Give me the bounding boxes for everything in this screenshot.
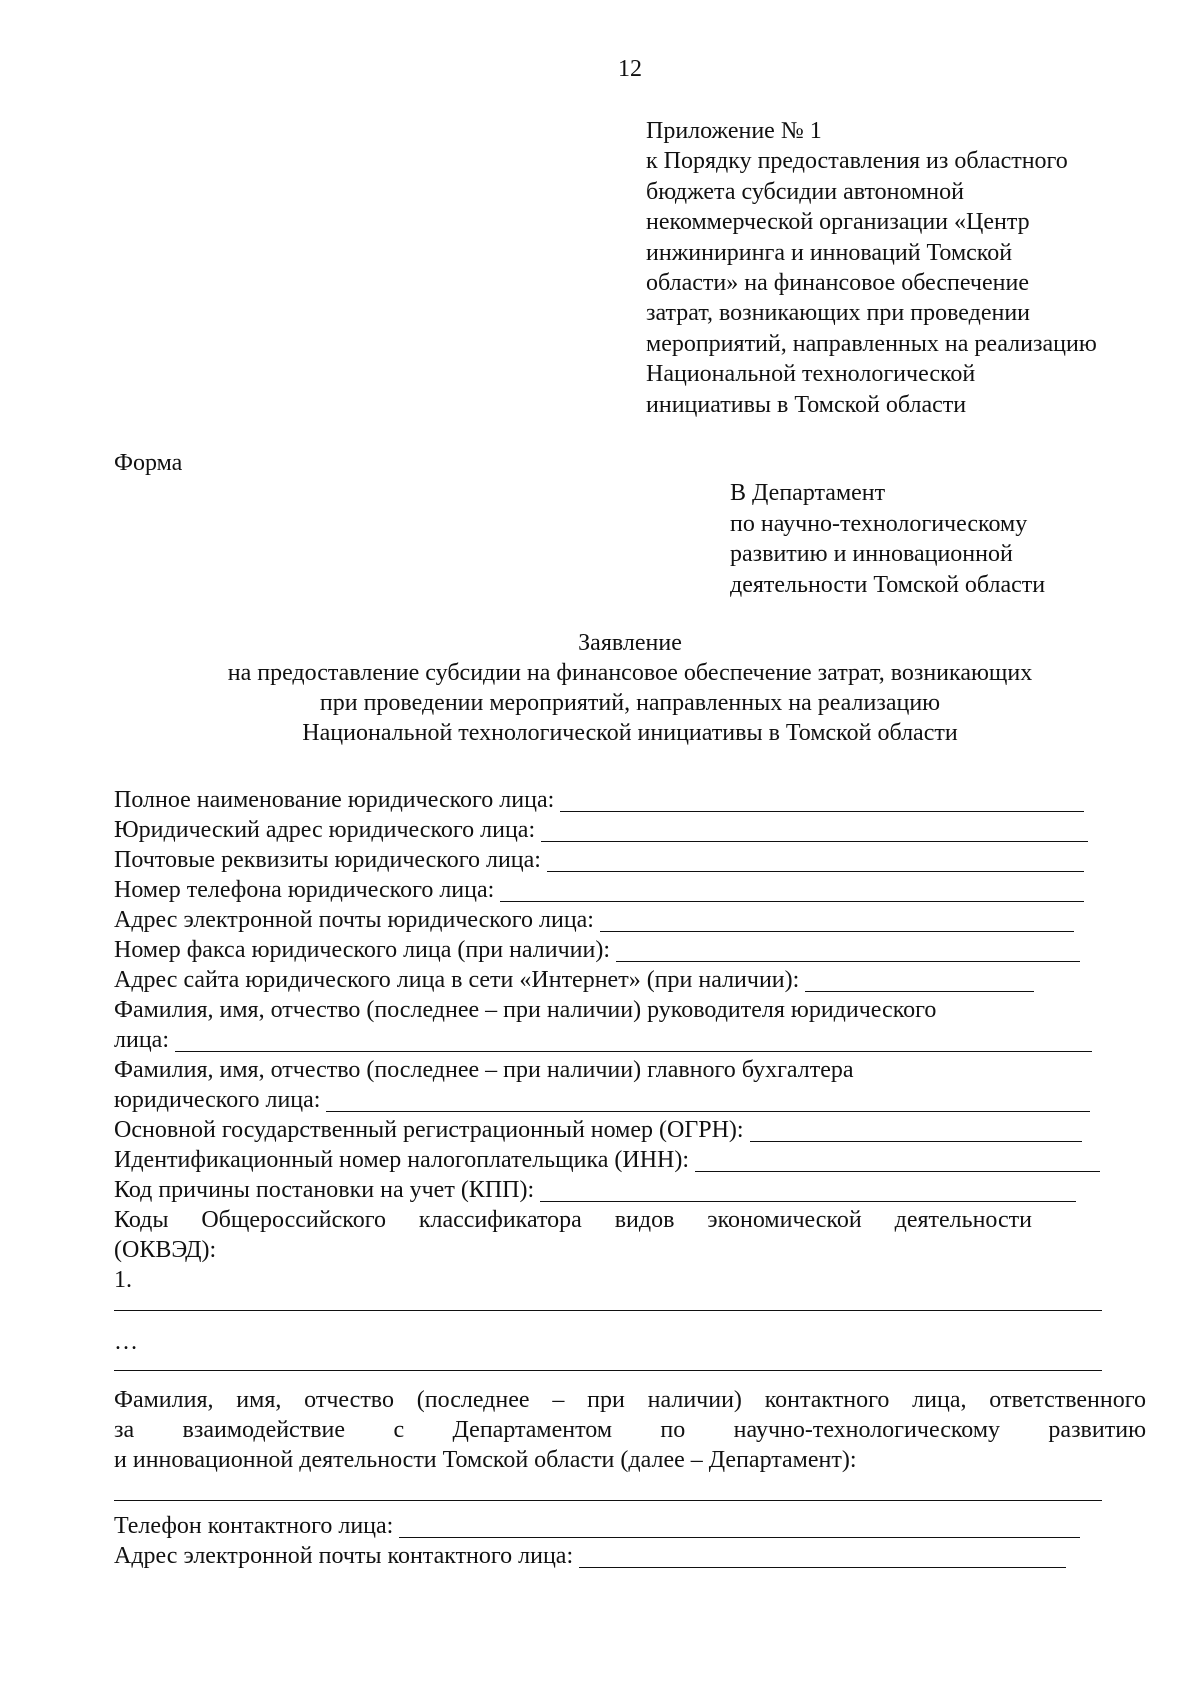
postal-details-input-line[interactable] (547, 849, 1084, 872)
title-line: на предоставление субсидии на финансовое обеспечение затрат, возникающих (227, 660, 1033, 686)
okved-more: … (114, 1329, 138, 1355)
contact-email-input-line[interactable] (579, 1545, 1066, 1568)
title-line: Национальной технологической инициативы в Томской области (302, 720, 958, 746)
appendix-line: затрат, возникающих при проведении (646, 300, 1030, 327)
contact-word: взаимодействие (182, 1417, 346, 1443)
title-line: при проведении мероприятий, направленных на реализацию (319, 690, 941, 716)
website-label: Адрес сайта юридического лица в сети «Интернет» (при наличии): (114, 967, 800, 993)
title-heading: Заявление (578, 630, 682, 656)
contact-phone-input-line[interactable] (399, 1515, 1080, 1538)
okved-label: Коды Общероссийского классификатора видов экономической деятельности (114, 1207, 1032, 1233)
addressee-line: деятельности Томской области (730, 571, 1046, 598)
full-name-label: Полное наименование юридического лица: (114, 787, 555, 813)
postal-details-label: Почтовые реквизиты юридического лица: (114, 847, 541, 873)
contact-name-input-line[interactable] (114, 1500, 1102, 1501)
appendix-line: инициативы в Томской области (646, 391, 967, 418)
okved-more-input-line[interactable] (114, 1370, 1102, 1371)
contact-phone-label: Телефон контактного лица: (114, 1513, 394, 1539)
full-name-field (114, 786, 1084, 814)
accountant-label-cont: юридического лица: (114, 1087, 321, 1113)
head-name-label-cont: лица: (114, 1027, 169, 1053)
document-title (0, 628, 1200, 748)
contact-email-label: Адрес электронной почты контактного лица: (114, 1543, 574, 1569)
contact-word: с (393, 1417, 405, 1443)
phone-field (114, 876, 1084, 904)
addressee-line: В Департамент (730, 480, 886, 506)
ogrn-field (114, 1116, 1082, 1144)
accountant-label: Фамилия, имя, отчество (последнее – при наличии) главного бухгалтера (114, 1057, 854, 1083)
appendix-line: инжиниринга и инноваций Томской (646, 239, 1013, 266)
addressee-line: по научно-технологическому (730, 510, 1028, 537)
inn-field (114, 1146, 1100, 1174)
appendix-block (646, 116, 1097, 420)
postal-details-field (114, 846, 1084, 874)
appendix-line: бюджета субсидии автономной (646, 178, 964, 205)
fax-input-line[interactable] (616, 939, 1080, 962)
phone-input-line[interactable] (500, 879, 1084, 902)
appendix-line: Приложение № 1 (646, 118, 822, 144)
email-input-line[interactable] (600, 909, 1074, 932)
okved-item-input-line[interactable] (114, 1310, 1102, 1311)
addressee-block (730, 478, 1045, 600)
legal-address-label: Юридический адрес юридического лица: (114, 817, 536, 843)
phone-label: Номер телефона юридического лица: (114, 877, 495, 903)
appendix-line: к Порядку предоставления из областного (646, 148, 1068, 175)
kpp-label: Код причины постановки на учет (КПП): (114, 1177, 535, 1203)
contact-word: Департаментом (452, 1417, 613, 1443)
appendix-line: некоммерческой организации «Центр (646, 209, 1030, 236)
email-label: Адрес электронной почты юридического лица: (114, 907, 594, 933)
inn-input-line[interactable] (695, 1149, 1100, 1172)
contact-word: за (114, 1417, 135, 1443)
contact-phone-field (114, 1512, 1080, 1540)
okved-item-number: 1. (114, 1267, 132, 1293)
email-field (114, 906, 1074, 934)
accountant-input-line[interactable] (326, 1089, 1090, 1112)
contact-word: научно-технологическому (733, 1417, 1001, 1443)
head-name-label: Фамилия, имя, отчество (последнее – при наличии) руководителя юридического (114, 997, 937, 1023)
head-name-field (114, 1026, 1092, 1054)
contact-label-line1: Фамилия, имя, отчество (последнее – при наличии) контактного лица, ответственного (114, 1387, 1146, 1413)
fax-label: Номер факса юридического лица (при наличии): (114, 937, 611, 963)
inn-label: Идентификационный номер налогоплательщика (ИНН): (114, 1147, 690, 1173)
ogrn-input-line[interactable] (750, 1119, 1082, 1142)
full-name-input-line[interactable] (560, 789, 1084, 812)
contact-word: развитию (1048, 1417, 1146, 1443)
legal-address-field (114, 816, 1088, 844)
appendix-line: Национальной технологической (646, 361, 976, 388)
addressee-line: развитию и инновационной (730, 541, 1013, 567)
ogrn-label: Основной государственный регистрационный номер (ОГРН): (114, 1117, 744, 1143)
legal-address-input-line[interactable] (541, 819, 1088, 842)
appendix-line: области» на финансовое обеспечение (646, 270, 1029, 297)
form-label: Форма (114, 450, 183, 476)
kpp-input-line[interactable] (540, 1179, 1076, 1202)
contact-word: по (660, 1417, 686, 1443)
contact-email-field (114, 1542, 1066, 1570)
head-name-input-line[interactable] (175, 1029, 1092, 1052)
contact-label-line2 (114, 1416, 1146, 1444)
okved-label-cont: (ОКВЭД): (114, 1237, 217, 1263)
website-input-line[interactable] (805, 969, 1034, 992)
contact-label-line3: и инновационной деятельности Томской области (далее – Департамент): (114, 1447, 857, 1473)
website-field (114, 966, 1034, 994)
fax-field (114, 936, 1080, 964)
accountant-field (114, 1086, 1090, 1114)
kpp-field (114, 1176, 1076, 1204)
page-number: 12 (618, 56, 642, 82)
appendix-line: мероприятий, направленных на реализацию (646, 330, 1097, 357)
